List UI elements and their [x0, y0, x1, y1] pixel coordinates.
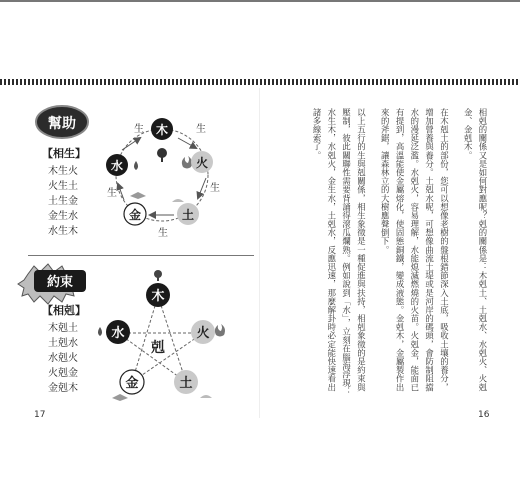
- element-water-label: 水: [111, 326, 125, 341]
- list-item: 金剋木: [48, 383, 78, 394]
- list-item: 火剋金: [48, 368, 78, 379]
- right-page-body: [285, 108, 490, 398]
- ke-list: [42, 303, 86, 396]
- sheng-arrow-fire-earth: [198, 178, 206, 198]
- earth-mound-icon: [172, 199, 184, 202]
- sheng-header: 【相生】: [42, 147, 86, 160]
- ke-star-lines: [118, 296, 203, 382]
- element-fire-label: 火: [195, 156, 209, 170]
- list-item: 火生土: [48, 181, 78, 192]
- sheng-label: 生: [158, 228, 168, 239]
- element-fire-label: 火: [196, 326, 210, 341]
- ke-center-label: 剋: [151, 340, 165, 356]
- paragraph: 以上五行的生與剋關係，相生象徵是一種促進與扶持，相剋象徵的是約束與壓制，彼此關聯性需要背誦得滾瓜爛熟。例如說到「水」，立刻在腦海浮現：水生木，水剋火，金生水，土剋水，反應迅速，那麼解卦時必定能快速看出諸多線索了。: [312, 108, 367, 396]
- sheng-label: 生: [210, 183, 220, 194]
- sheng-label: 生: [196, 124, 206, 135]
- right-page-number: 16: [478, 410, 490, 420]
- sheng-label: 生: [107, 188, 117, 199]
- list-item: 木生火: [48, 166, 78, 177]
- restrain-badge-text: 約束: [46, 275, 74, 290]
- element-earth-label: 土: [181, 208, 195, 222]
- metal-ingot-icon: [112, 394, 128, 401]
- element-water-label: 水: [110, 159, 124, 173]
- left-page-number: 17: [34, 410, 46, 420]
- list-item: 土剋水: [48, 338, 78, 349]
- tree-icon: [157, 148, 167, 162]
- metal-ingot-icon: [130, 192, 146, 199]
- element-water-node: [106, 154, 128, 176]
- list-item: 水生木: [48, 226, 78, 237]
- ke-header: 【相剋】: [42, 304, 86, 317]
- sheng-arrow-water-wood: [122, 138, 140, 150]
- earth-mound-icon: [200, 395, 212, 398]
- water-drop-icon: [134, 161, 138, 170]
- sheng-list: [42, 146, 86, 239]
- sheng-arrow-wood-fire: [178, 138, 196, 148]
- element-wood-label: 木: [151, 289, 165, 304]
- element-wood-node: [151, 118, 173, 140]
- element-wood-node: [146, 283, 170, 307]
- element-water-node: [106, 320, 130, 344]
- element-fire-node: [191, 320, 215, 344]
- element-metal-node: [120, 370, 144, 394]
- list-item: 土生金: [48, 196, 78, 207]
- list-item: 金生水: [48, 211, 78, 222]
- sheng-label: 生: [134, 124, 144, 135]
- list-item: 水剋火: [48, 353, 78, 364]
- water-drop-icon: [98, 327, 102, 336]
- element-fire-node: [191, 151, 213, 173]
- element-earth-label: 土: [179, 376, 193, 391]
- element-metal-label: 金: [128, 208, 142, 222]
- fire-icon: [182, 156, 192, 169]
- element-wood-label: 木: [155, 123, 169, 137]
- paragraph: 在木剋土的部份，您可以想像老樹的盤根錯節深入土底，吸收土壤的養分，增加營養與養分。土剋水呢，可想像曲流土堤或是河岸的碼頭，會防制阻擋水的漫延泛濫。水剋火，容易理解，水能熄滅燃燒的火苗。火剋金，能面已有提到，高溫能使金屬熔化，使固態銅鐵，變成液態。金剋木，金屬製作出來的斧鋸，讓森林立的大樹應聲倒下。: [380, 108, 450, 392]
- paragraph: 相剋的關係又是如何對應呢？剋的關係是：木剋土、土剋水、水剋火、火剋金、金剋木。: [463, 108, 488, 392]
- tree-icon: [154, 270, 162, 281]
- restrain-badge: [18, 264, 86, 304]
- five-elements-diagrams: [0, 0, 260, 420]
- element-earth-node: [174, 370, 198, 394]
- help-badge: [36, 106, 88, 138]
- fire-icon: [215, 324, 225, 337]
- help-badge-text: 幫助: [48, 116, 76, 132]
- element-earth-node: [177, 203, 199, 225]
- element-metal-label: 金: [125, 376, 139, 391]
- section-divider: [28, 255, 254, 256]
- element-metal-node: [124, 203, 146, 225]
- list-item: 木剋土: [48, 323, 78, 334]
